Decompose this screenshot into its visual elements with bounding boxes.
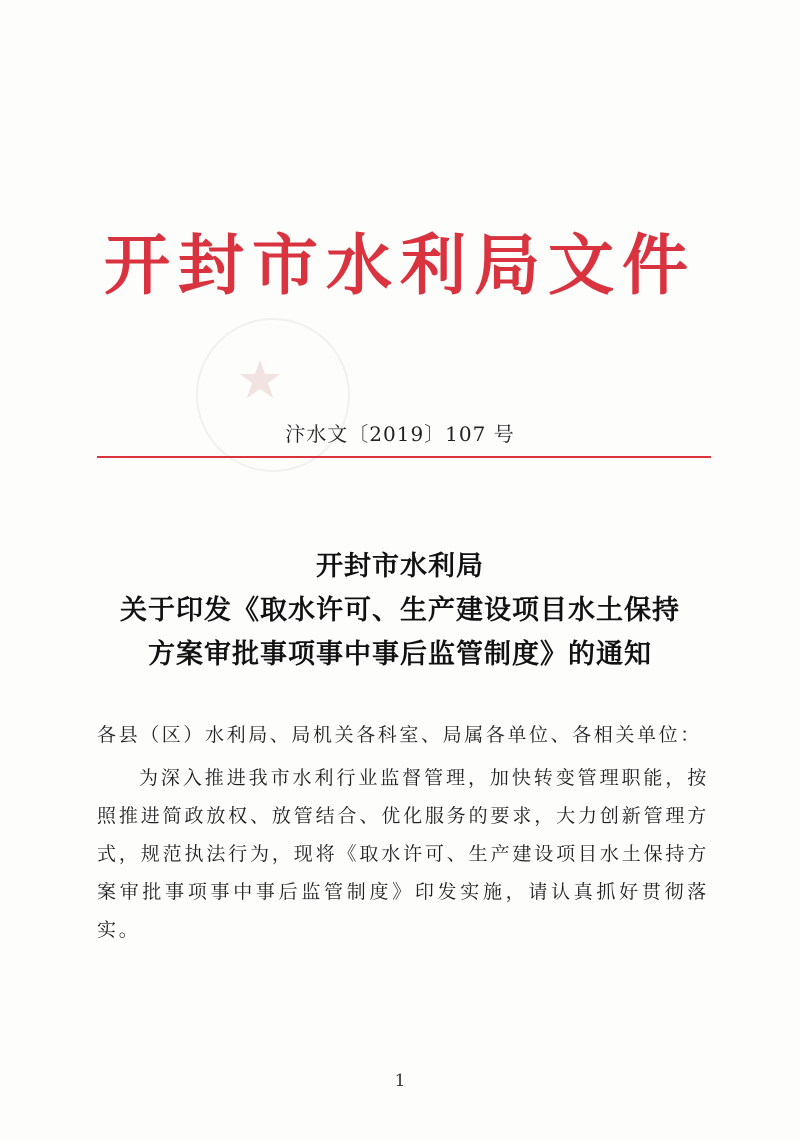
notice-title-line-1: 开封市水利局: [316, 551, 484, 582]
red-divider-line: [97, 456, 711, 458]
document-header-title: 开封市水利局文件: [104, 226, 696, 304]
notice-title-line-3: 方案审批事项事中事后监管制度》的通知: [148, 639, 652, 670]
faint-star-icon: [238, 358, 282, 402]
page-number: 1: [394, 1071, 406, 1091]
body-paragraph: 为深入推进我市水利行业监督管理，加快转变管理职能，按照推进简政放权、放管结合、优化服务的要求，大力创新管理方式，规范执法行为，现将《取水许可、生产建设项目水土保持方案审批事项事中事后监管制度》印发实施，请认真抓好贯彻落实。: [97, 767, 709, 941]
notice-title-line-2: 关于印发《取水许可、生产建设项目水土保持: [120, 595, 680, 626]
addressee-line: 各县（区）水利局、局机关各科室、局属各单位、各相关单位：: [97, 724, 702, 746]
document-number: 汴水文〔2019〕107 号: [285, 422, 515, 446]
notice-title: [0, 545, 800, 677]
